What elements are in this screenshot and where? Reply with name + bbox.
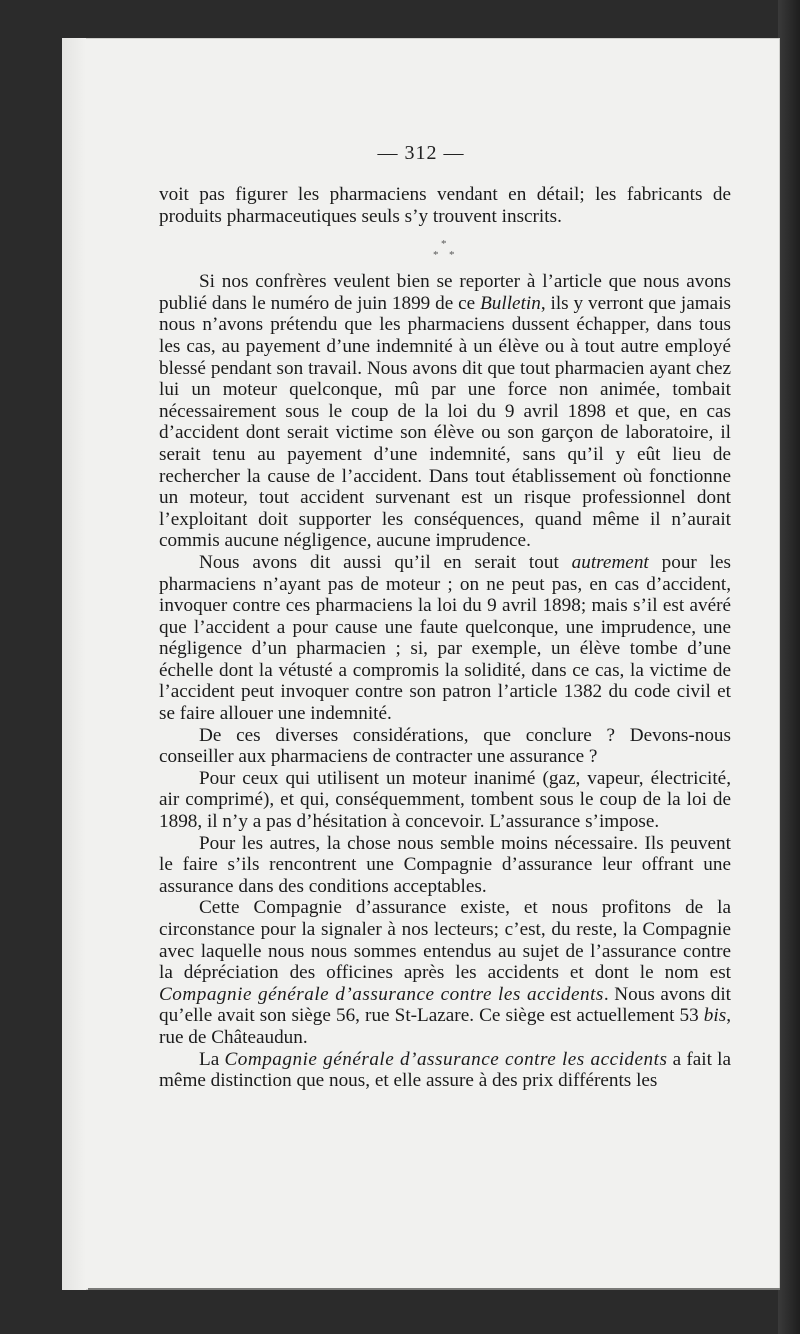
asterism-star: *: [449, 249, 455, 262]
text-run: Nous avons dit aussi qu’il en serait tout: [199, 551, 572, 573]
paragraph-6: [159, 897, 731, 1048]
asterism-star: *: [433, 249, 439, 262]
continuation-paragraph: voit pas figurer les pharmaciens vendant en détail; les fabricants de produits pharmaceutiques seuls s’y trouvent inscrits.: [159, 184, 731, 227]
text-run: Cette Compagnie d’assurance existe, et nous profitons de la circonstance pour la signaler à nos lecteurs; c’est, du reste, la Compagnie avec laquelle nous nous sommes entendus au sujet de l’assurance contre la dépréciation des officines après les accidents et dont le nom est: [159, 897, 731, 984]
text-run: . Nous avons dit qu’elle avait son siège 56, rue St-Lazare. Ce siège est actuellement 53: [159, 983, 731, 1027]
text-run: , ils y verront que jamais nous n’avons prétendu que les pharmaciens dussent échapper, dans tous les cas, au payement d’une indemnité à un élève ou à tout autre employé blessé pendant son travail. Nous avons dit que tout pharmacien ayant chez lui un moteur quelconque, mû par une force non animée, tombait nécessairement sous le coup de la loi du 9 avril 1898 et que, en cas d’accident dont serait victime son élève ou son garçon de laboratoire, il serait tenu au payement d’une indemnité, sans qu’il y eût lieu de rechercher la cause de l’accident. Dans tout établissement où fonctionne un moteur, tout accident survenant est un risque professionnel dont l’exploitant doit supporter les conséquences, quand même il n’aurait commis aucune négligence, aucune imprudence.: [159, 292, 731, 552]
text-run: a fait la même distinction que nous, et elle assure à des prix différents les: [159, 1048, 731, 1092]
paragraph-1: [159, 271, 731, 552]
paragraph-4: Pour ceux qui utilisent un moteur inanimé (gaz, vapeur, électricité, air comprimé), et qui, conséquemment, tombent sous le coup de la loi de 1898, il n’y a pas d’hésitation à concevoir. L’assurance s’impose.: [159, 767, 731, 833]
paragraph-2: [159, 552, 731, 725]
scan-right-edge: [778, 0, 800, 1334]
text-run: La: [199, 1048, 225, 1070]
paragraph-5: Pour les autres, la chose nous semble moins nécessaire. Ils peuvent le faire s’ils rencontrent une Compagnie d’assurance leur offrant une assurance dans des conditions acceptables.: [159, 832, 731, 897]
italic-text: Compagnie générale d’assurance contre les accidents: [224, 1048, 668, 1070]
paragraph-7: [159, 1049, 731, 1092]
text-run: Si nos confrères veulent bien se reporter à l’article que nous avons publié dans le numéro de juin 1899 de ce: [159, 271, 731, 314]
page-body-text: [159, 184, 731, 1092]
asterism-star: *: [441, 238, 447, 251]
italic-text: bis: [703, 1005, 727, 1027]
italic-text: Compagnie générale d’assurance contre les accidents: [159, 983, 604, 1005]
page-bottom-rule: [88, 1288, 780, 1290]
text-run: pour les pharmaciens n’ayant pas de moteur ; on ne peut pas, en cas d’accident, invoquer contre ces pharmaciens la loi du 9 avril 1898; mais s’il est avéré que l’accident a pour cause une faute quelconque, une imprudence, une négligence d’un pharmacien ; si, par exemple, un élève tombe d’une échelle dont la vétusté a compromis la solidité, dans ce cas, la victime de l’accident peut invoquer contre son patron l’article 1382 du code civil et se faire allouer une indemnité.: [159, 551, 731, 725]
text-run: , rue de Châteaudun.: [159, 1005, 731, 1048]
italic-text: autrement: [571, 551, 649, 573]
page-number: — 312 —: [377, 142, 465, 164]
italic-text: Bulletin: [480, 292, 541, 314]
paragraph-3: De ces diverses considérations, que conclure ? Devons-nous conseiller aux pharmaciens de contracter une assurance ?: [159, 724, 731, 768]
asterism-separator: [159, 227, 731, 271]
